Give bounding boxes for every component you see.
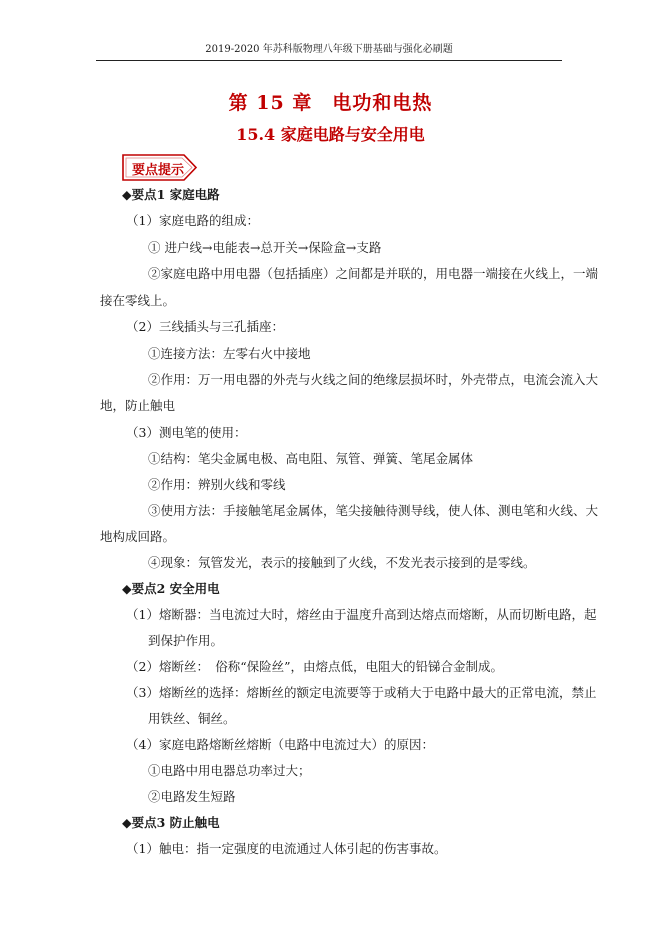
content-line: ④现象：氖管发光，表示的接触到了火线，不发光表示接到的是零线。: [148, 555, 536, 570]
point-3-heading: ◆要点3 防止触电: [122, 815, 220, 830]
content-line: （1）家庭电路的组成：: [126, 213, 259, 228]
content-line: ①连接方法：左零右火中接地: [148, 346, 311, 361]
tag-label: 要点提示: [132, 163, 185, 178]
content-line: 接在零线上。: [100, 293, 176, 308]
content-line: ②家庭电路中用电器（包括插座）之间都是并联的，用电器一端接在火线上，一端: [148, 266, 599, 281]
content-line: ②电路发生短路: [148, 789, 236, 804]
content-line: ① 进户线→电能表→总开关→保险盒→支路: [148, 240, 382, 255]
content-line: ②作用：辨别火线和零线: [148, 477, 286, 492]
page-header: 2019-2020 年苏科版物理八年级下册基础与强化必刷题: [96, 44, 562, 61]
chapter-title: 第 15 章 电功和电热: [228, 92, 433, 114]
content-line: ①结构：笔尖金属电极、高电阻、氖管、弹簧、笔尾金属体: [148, 451, 474, 466]
content-line: ③使用方法：手接触笔尾金属体，笔尖接触待测导线，使人体、测电笔和火线、大: [148, 503, 599, 518]
point-1-heading: ◆要点1 家庭电路: [122, 187, 220, 202]
content-line: 到保护作用。: [148, 633, 224, 648]
content-line: 用铁丝、铜丝。: [148, 711, 236, 726]
content-line: （2）三线插头与三孔插座：: [126, 319, 284, 334]
content-line: 地构成回路。: [100, 529, 176, 544]
point-2-heading: ◆要点2 安全用电: [122, 581, 220, 596]
content-line: （1）触电：指一定强度的电流通过人体引起的伤害事故。: [126, 841, 447, 856]
content-line: （3）熔断丝的选择：熔断丝的额定电流要等于或稍大于电路中最大的正常电流，禁止: [126, 685, 597, 700]
key-points-tag: [122, 154, 196, 180]
content-line: （2）熔断丝： 俗称“保险丝”，由熔点低，电阻大的铅锑合金制成。: [126, 659, 503, 674]
content-line: （4）家庭电路熔断丝熔断（电路中电流过大）的原因：: [126, 737, 434, 752]
content-line: （1）熔断器：当电流过大时，熔丝由于温度升高到达熔点而熔断，从而切断电路，起: [126, 607, 597, 622]
content-line: （3）测电笔的使用：: [126, 425, 247, 440]
content-line: ①电路中用电器总功率过大；: [148, 763, 311, 778]
content-line: 地，防止触电: [100, 398, 176, 413]
section-title: 15.4 家庭电路与安全用电: [236, 125, 425, 144]
content-line: ②作用：万一用电器的外壳与火线之间的绝缘层损坏时，外壳带点，电流会流入大: [148, 372, 599, 387]
